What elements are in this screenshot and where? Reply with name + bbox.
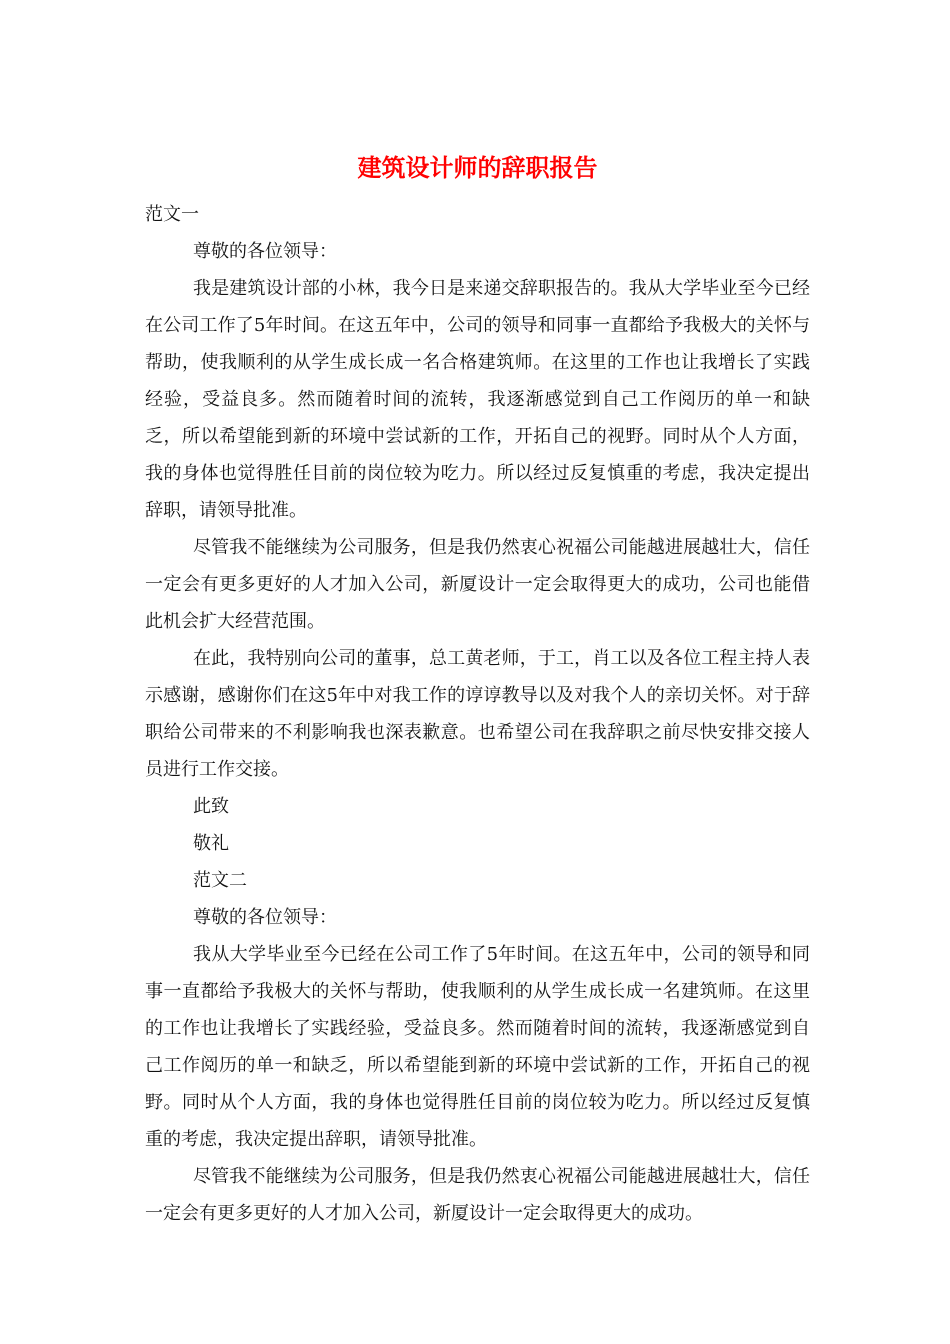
- closing-salutation: 此致: [193, 796, 229, 817]
- closing-regards: 敬礼: [193, 833, 229, 854]
- paragraph: 尽管我不能继续为公司服务，但是我仍然衷心祝福公司能越进展越壮大，信任一定会有更多更好的人才加入公司，新厦设计一定会取得更大的成功，公司也能借此机会扩大经营范围。: [145, 537, 810, 632]
- paragraph: 我是建筑设计部的小林，我今日是来递交辞职报告的。我从大学毕业至今已经在公司工作了5年时间。在这五年中，公司的领导和同事一直都给予我极大的关怀与帮助，使我顺利的从学生成长成一名合格建筑师。在这里的工作也让我增长了实践经验，受益良多。然而随着时间的流转，我逐渐感觉到自己工作阅历的单一和缺乏，所以希望能到新的环境中尝试新的工作，开拓自己的视野。同时从个人方面，我的身体也觉得胜任目前的岗位较为吃力。所以经过反复慎重的考虑，我决定提出辞职，请领导批准。: [145, 278, 810, 521]
- paragraph: 我从大学毕业至今已经在公司工作了5年时间。在这五年中，公司的领导和同事一直都给予我极大的关怀与帮助，使我顺利的从学生成长成一名建筑师。在这里的工作也让我增长了实践经验，受益良多。然而随着时间的流转，我逐渐感觉到自己工作阅历的单一和缺乏，所以希望能到新的环境中尝试新的工作，开拓自己的视野。同时从个人方面，我的身体也觉得胜任目前的岗位较为吃力。所以经过反复慎重的考虑，我决定提出辞职，请领导批准。: [145, 944, 810, 1150]
- paragraph: 尽管我不能继续为公司服务，但是我仍然衷心祝福公司能越进展越壮大，信任一定会有更多更好的人才加入公司，新厦设计一定会取得更大的成功。: [145, 1166, 810, 1224]
- greeting-2: 尊敬的各位领导：: [193, 907, 337, 928]
- sample-heading-2: 范文二: [193, 870, 247, 891]
- document-body: [145, 150, 810, 1232]
- greeting-1: 尊敬的各位领导：: [193, 241, 337, 262]
- document-title: 建筑设计师的辞职报告: [357, 153, 598, 182]
- paragraph: 在此，我特别向公司的董事，总工黄老师，于工，肖工以及各位工程主持人表示感谢，感谢你们在这5年中对我工作的谆谆教导以及对我个人的亲切关怀。对于辞职给公司带来的不利影响我也深表歉意。也希望公司在我辞职之前尽快安排交接人员进行工作交接。: [145, 648, 810, 780]
- sample-heading-1: 范文一: [145, 204, 199, 225]
